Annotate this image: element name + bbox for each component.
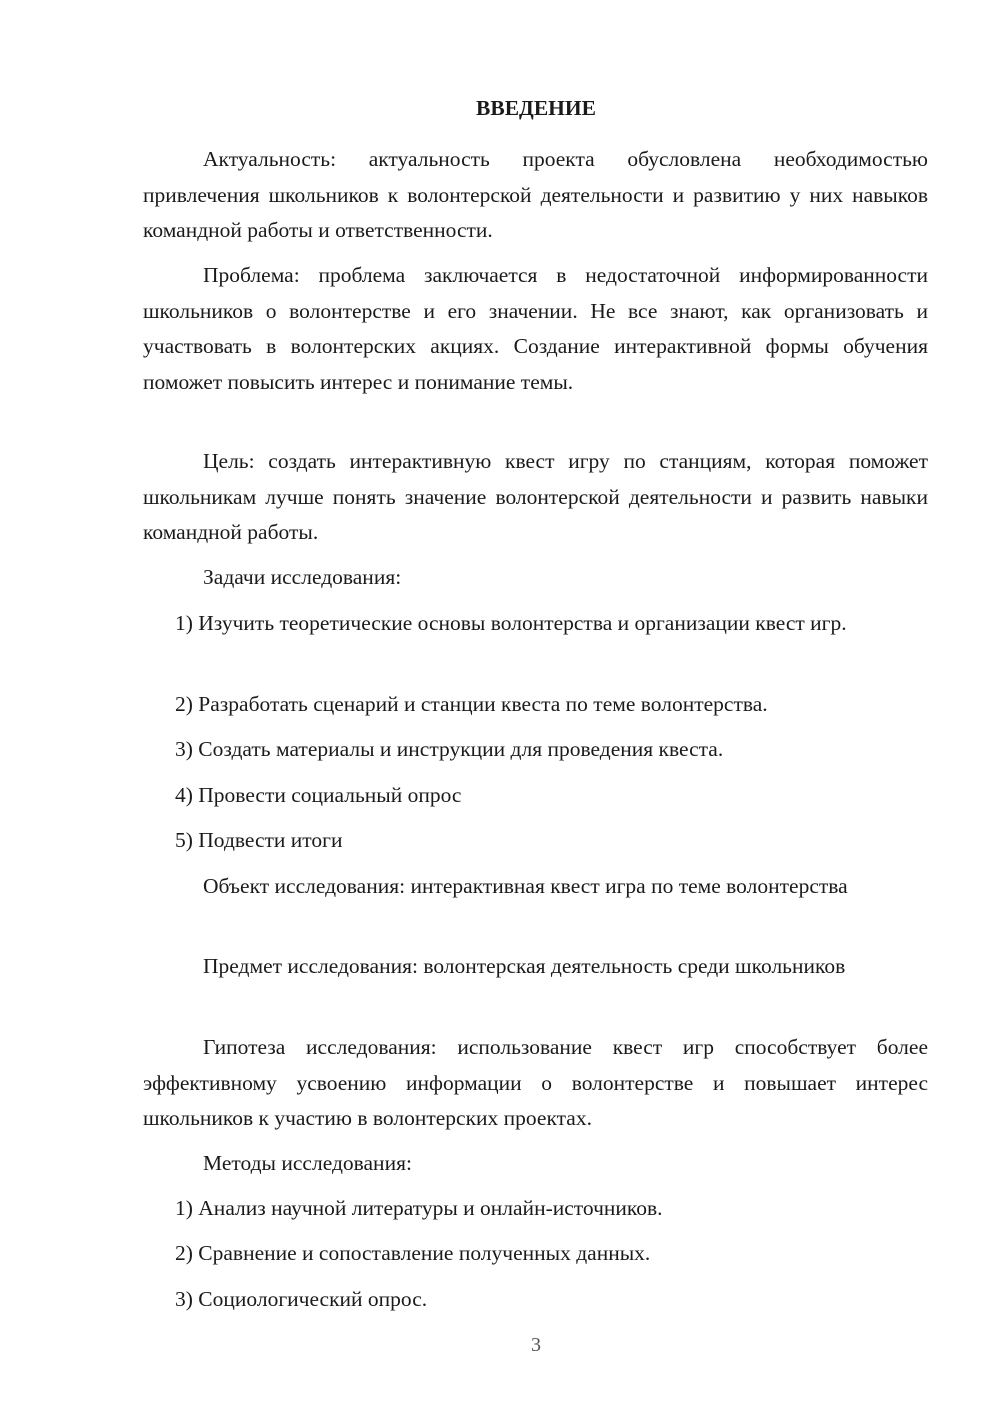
method-item-3: 3) Социологический опрос. <box>175 1287 428 1311</box>
task-item-1: 1) Изучить теоретические основы волонтерства и организации квест игр. <box>175 611 847 635</box>
task-item-3: 3) Создать материалы и инструкции для проведения квеста. <box>175 737 724 761</box>
paragraph-object: Объект исследования: интерактивная квест игра по теме волонтерства <box>203 874 848 898</box>
task-item-5: 5) Подвести итоги <box>175 828 343 852</box>
paragraph-relevance: Актуальность: актуальность проекта обусловлена необходимостью привлечения школьников к волонтерской деятельности и развитию у них навыков командной работы и ответственности. <box>143 147 928 242</box>
method-item-2: 2) Сравнение и сопоставление полученных данных. <box>175 1241 651 1265</box>
paragraph-goal: Цель: создать интерактивную квест игру по станциям, которая поможет школьникам лучше понять значение волонтерской деятельности и развить навыки командной работы. <box>143 449 928 544</box>
paragraph-methods-heading: Методы исследования: <box>203 1151 412 1175</box>
page-number: 3 <box>531 1334 541 1356</box>
paragraph-tasks-heading: Задачи исследования: <box>203 565 402 589</box>
paragraph-problem: Проблема: проблема заключается в недостаточной информированности школьников о волонтерстве и его значении. Не все знают, как организовать и участвовать в волонтерских акциях. Создание интерактивной формы обучения поможет повысить интерес и понимание темы. <box>143 263 928 394</box>
method-item-1: 1) Анализ научной литературы и онлайн-источников. <box>175 1196 663 1220</box>
task-item-4: 4) Провести социальный опрос <box>175 783 462 807</box>
task-item-2: 2) Разработать сценарий и станции квеста по теме волонтерства. <box>175 692 768 716</box>
paragraph-hypothesis: Гипотеза исследования: использование квест игр способствует более эффективному усвоению информации о волонтерстве и повышает интерес школьников к участию в волонтерских проектах. <box>143 1035 928 1130</box>
section-title: ВВЕДЕНИЕ <box>476 96 596 120</box>
paragraph-subject: Предмет исследования: волонтерская деятельность среди школьников <box>203 954 846 978</box>
